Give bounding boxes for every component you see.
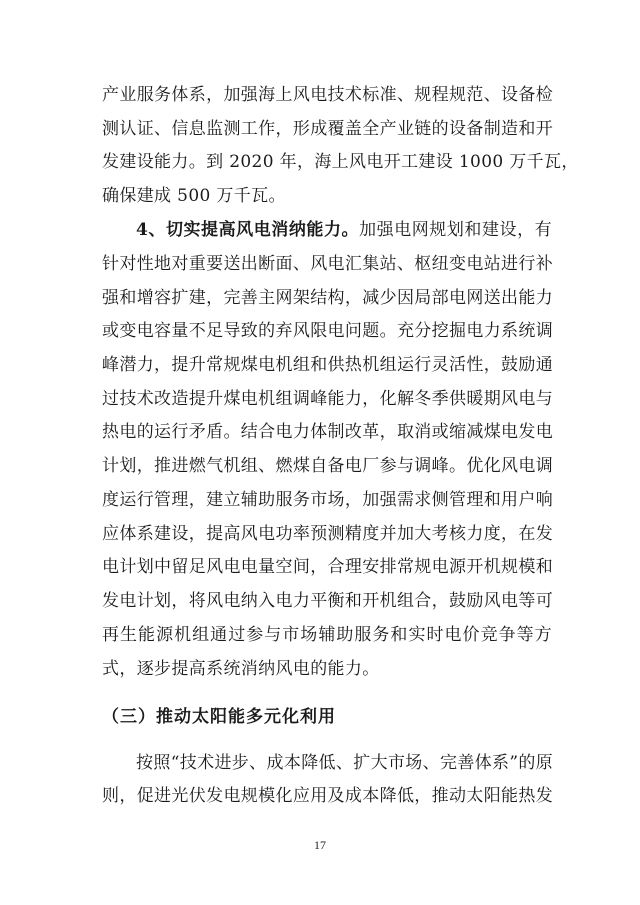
text-line: 度运行管理，建立辅助服务市场，加强需求侧管理和用户响: [102, 490, 554, 510]
page-number: 17: [314, 838, 326, 852]
item4-first-line: [136, 219, 552, 241]
text-line: 按照“技术进步、成本降低、扩大市场、完善体系”的原: [136, 753, 554, 773]
text-line: 再生能源机组通过参与市场辅助服务和实时电价竞争等方: [102, 625, 552, 645]
text-line: 强和增容扩建，完善主网架结构，减少因局部电网送出能力: [102, 288, 554, 308]
text-line: 确保建成 500 万千瓦。: [102, 186, 286, 206]
text-line: 或变电容量不足导致的弃风限电问题。充分挖掘电力系统调: [102, 321, 554, 341]
text-line: 针对性地对重要送出断面、风电汇集站、枢纽变电站进行补: [102, 254, 554, 274]
text-line: 计划，推进燃气机组、燃煤自备电厂参与调峰。优化风电调: [102, 456, 554, 476]
text-line: 发电计划，将风电纳入电力平衡和开机组合，鼓励风电等可: [102, 591, 554, 611]
text-line: 电计划中留足风电电量空间，合理安排常规电源开机规模和: [102, 557, 554, 577]
text-line: 热电的运行矛盾。结合电力体制改革，取消或缩减煤电发电: [102, 422, 554, 442]
text-line: 产业服务体系，加强海上风电技术标准、规程规范、设备检: [102, 85, 554, 105]
text-line: 式，逐步提高系统消纳风电的能力。: [102, 659, 380, 679]
item4-first-line-rest: 加强电网规划和建设，有: [359, 220, 552, 240]
text-line: 峰潜力，提升常规煤电机组和供热机组运行灵活性，鼓励通: [102, 355, 554, 375]
text-line: 测认证、信息监测工作，形成覆盖全产业链的设备制造和开: [102, 119, 554, 139]
section-heading: （三）推动太阳能多元化利用: [102, 707, 336, 727]
text-line: 应体系建设，提高风电功率预测精度并加大考核力度，在发: [102, 524, 554, 544]
text-line: 则，促进光伏发电规模化应用及成本降低，推动太阳能热发: [102, 786, 554, 806]
text-line: 过技术改造提升煤电机组调峰能力，化解冬季供暖期风电与: [102, 389, 554, 409]
item4-heading: 4、切实提高风电消纳能力。: [136, 220, 360, 240]
text-line: 发建设能力。到 2020 年，海上风电开工建设 1000 万千瓦，: [102, 152, 579, 172]
